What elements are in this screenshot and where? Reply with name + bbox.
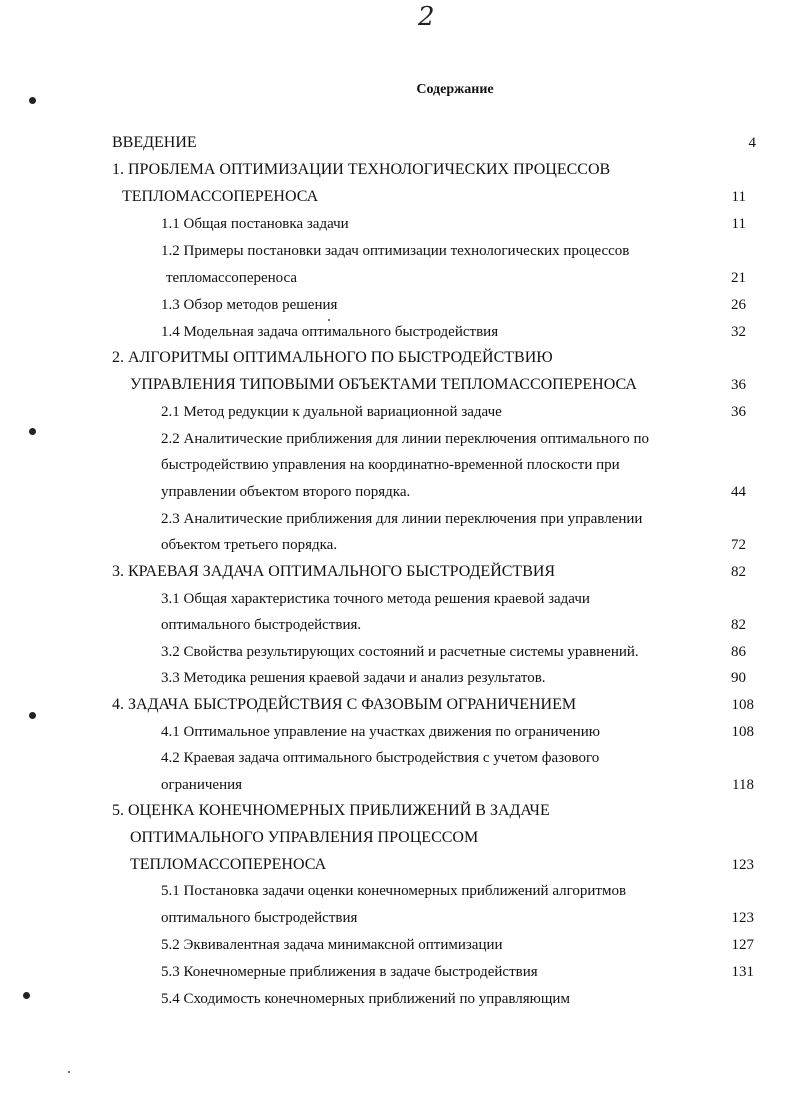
toc-entry-text: 5.1 Постановка задачи оценки конечномерных приближений алгоритмов (161, 883, 627, 899)
toc-entry-text: ограничения (161, 777, 243, 793)
toc-entry-text: 2. АЛГОРИТМЫ ОПТИМАЛЬНОГО ПО БЫСТРОДЕЙСТВИЮ (112, 349, 553, 366)
toc-entry-text: 4.1 Оптимальное управление на участках движения по ограничению (161, 724, 600, 740)
toc-entry-page: 90 (731, 670, 746, 686)
toc-entry-page: 86 (731, 644, 746, 660)
toc-entry-text: 1.1 Общая постановка задачи (161, 216, 349, 232)
toc-entry-page: 127 (731, 937, 754, 953)
toc-entry-text: 1. ПРОБЛЕМА ОПТИМИЗАЦИИ ТЕХНОЛОГИЧЕСКИХ ПРОЦЕССОВ (112, 161, 611, 178)
toc-entry-page: 11 (731, 189, 746, 205)
toc-entry-page: 108 (731, 724, 754, 740)
toc-entry-text: 2.3 Аналитические приближения для линии переключения при управлении (161, 511, 643, 527)
toc-entry-text: ТЕПЛОМАССОПЕРЕНОСА (130, 856, 327, 873)
toc-entry-page: 26 (731, 297, 746, 313)
toc-entry-text: оптимального быстродействия (161, 910, 358, 926)
toc-entry-text: 1.4 Модельная задача оптимального быстродействия (161, 324, 499, 340)
toc-entry-page: 82 (731, 617, 746, 633)
toc-entry-text: 2.2 Аналитические приближения для линии переключения оптимального по (161, 431, 650, 447)
toc-title: Содержание (416, 82, 494, 97)
toc-entry-text: 5.2 Эквивалентная задача минимаксной оптимизации (161, 937, 503, 953)
toc-entry-text: 5. ОЦЕНКА КОНЕЧНОМЕРНЫХ ПРИБЛИЖЕНИЙ В ЗАДАЧЕ (112, 802, 550, 819)
toc-entry-text: 3.2 Свойства результирующих состояний и расчетные системы уравнений. (161, 644, 639, 660)
toc-entry-page: 72 (731, 537, 746, 553)
toc-entry-page: 36 (731, 404, 746, 420)
toc-entry-text: 1.2 Примеры постановки задач оптимизации технологических процессов (161, 243, 630, 259)
toc-entry-page: 131 (731, 964, 754, 980)
toc-entry-text: 3. КРАЕВАЯ ЗАДАЧА ОПТИМАЛЬНОГО БЫСТРОДЕЙСТВИЯ (112, 563, 556, 580)
toc-entry-page: 123 (731, 857, 754, 873)
toc-entry-text: 3.1 Общая характеристика точного метода решения краевой задачи (161, 591, 590, 607)
toc-entry-page: 21 (731, 270, 746, 286)
toc-entry-text: ВВЕДЕНИЕ (112, 134, 197, 151)
toc-entry-page: 36 (731, 377, 746, 393)
toc-entry-text: объектом третьего порядка. (161, 537, 338, 553)
toc-entry-page: 118 (732, 777, 754, 793)
toc-entry-text: управлении объектом второго порядка. (161, 484, 411, 500)
toc-entry-text: УПРАВЛЕНИЯ ТИПОВЫМИ ОБЪЕКТАМИ ТЕПЛОМАССОПЕРЕНОСА (130, 376, 637, 393)
toc-entry-text: 3.3 Методика решения краевой задачи и анализ результатов. (161, 670, 546, 686)
toc-entry-text: 5.3 Конечномерные приближения в задаче быстродействия (161, 964, 538, 980)
toc-entry-text: 5.4 Сходимость конечномерных приближений по управляющим (161, 991, 570, 1007)
toc-entry-page: 32 (731, 324, 746, 340)
toc-entry-text: 4.2 Краевая задача оптимального быстродействия с учетом фазового (161, 750, 600, 766)
toc-entry-text: ОПТИМАЛЬНОГО УПРАВЛЕНИЯ ПРОЦЕССОМ (130, 829, 479, 846)
toc-entry-text: 1.3 Обзор методов решения (161, 297, 338, 313)
toc-entry-text: ТЕПЛОМАССОПЕРЕНОСА (122, 188, 319, 205)
toc-entry-text: быстродействию управления на координатно-временной плоскости при (161, 457, 620, 473)
toc-entry-page: 108 (731, 697, 754, 713)
toc-entry-page: 11 (731, 216, 746, 232)
toc-entry-text: 4. ЗАДАЧА БЫСТРОДЕЙСТВИЯ С ФАЗОВЫМ ОГРАНИЧЕНИЕМ (112, 696, 577, 713)
toc-entry-text: 2.1 Метод редукции к дуальной вариационной задаче (161, 404, 502, 420)
handwritten-page-number: 2 (418, 2, 435, 32)
toc-entry-page: 123 (731, 910, 754, 926)
toc-entry-text: оптимального быстродействия. (161, 617, 362, 633)
toc-entry-page: 44 (731, 484, 746, 500)
toc-entry-page: 4 (748, 135, 756, 151)
toc-entry-text: тепломассопереноса (166, 270, 298, 286)
toc-entry-page: 82 (731, 564, 746, 580)
